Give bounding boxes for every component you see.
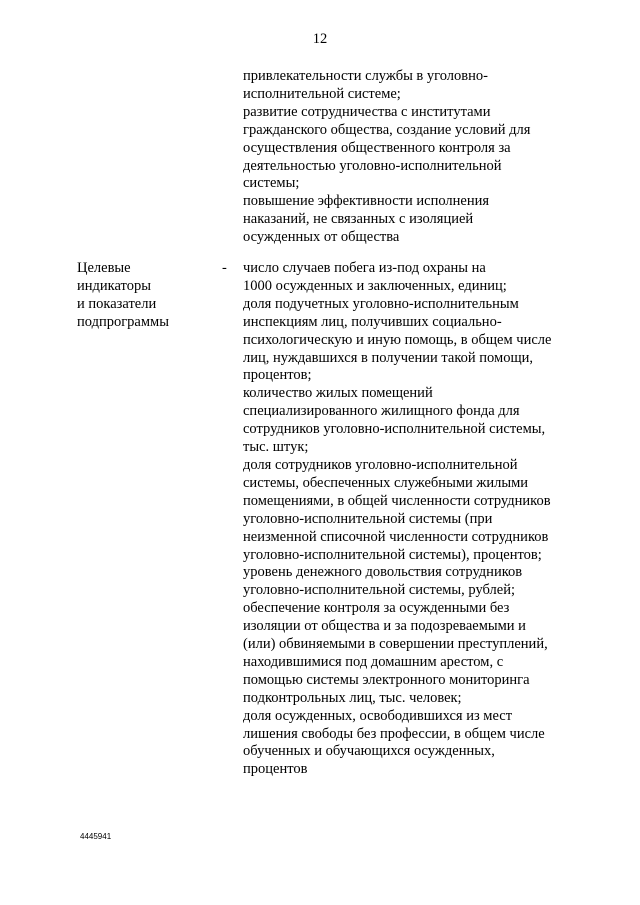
text-line: наказаний, не связанных с изоляцией (243, 211, 474, 228)
text-line: изоляции от общества и за подозреваемыми и (243, 618, 526, 635)
text-line: деятельностью уголовно-исполнительной (243, 157, 502, 174)
text-line: уровень денежного довольствия сотрудников (243, 564, 523, 581)
text-line: находившимися под домашним арестом, с (243, 653, 504, 670)
text-line: развитие сотрудничества с институтами (243, 103, 491, 120)
text-line: специализированного жилищного фонда для (243, 403, 520, 420)
text-line: лишения свободы без профессии, в общем числе (243, 725, 545, 742)
section-label-line: и показатели (77, 295, 157, 312)
text-line: количество жилых помещений (243, 385, 433, 402)
text-line: доля сотрудников уголовно-исполнительной (243, 456, 518, 473)
text-line: доля осужденных, освободившихся из мест (243, 707, 513, 724)
text-line: повышение эффективности исполнения (243, 193, 490, 210)
section-label-line: индикаторы (77, 277, 151, 294)
indicators-text-block (243, 260, 623, 779)
text-line: (или) обвиняемыми в совершении преступлений, (243, 636, 548, 653)
top-text-block (243, 68, 623, 247)
text-line: обученных и обучающихся осужденных, (243, 743, 495, 760)
text-line: психологическую и иную помощь, в общем числе (243, 331, 552, 348)
document-id: 4445941 (80, 832, 112, 841)
text-line: обеспечение контроля за осужденными без (243, 600, 510, 617)
section-label-line: Целевые (77, 260, 131, 276)
text-line: уголовно-исполнительной системы), процентов; (243, 546, 542, 563)
text-line: неизменной списочной численности сотрудников (243, 528, 549, 545)
text-line: процентов; (243, 367, 312, 384)
text-line: лиц, нуждавшихся в получении такой помощи, (243, 349, 533, 366)
page-number: 12 (312, 31, 328, 47)
text-line: 1000 осужденных и заключенных, единиц; (243, 277, 507, 294)
section-label (77, 260, 217, 332)
text-line: тыс. штук; (243, 439, 309, 456)
text-line: число случаев побега из-под охраны на (243, 260, 486, 276)
text-line: осуществления общественного контроля за (243, 139, 511, 156)
text-line: осужденных от общества (243, 229, 400, 246)
text-line: исполнительной системе; (243, 85, 401, 102)
text-line: уголовно-исполнительной системы, рублей; (243, 582, 516, 599)
text-line: системы, обеспеченных служебными жилыми (243, 474, 529, 491)
text-line: помещениями, в общей численности сотрудников (243, 492, 551, 509)
section-dash: - (222, 260, 227, 276)
text-line: доля подучетных уголовно-исполнительным (243, 295, 519, 312)
text-line: уголовно-исполнительной системы (при (243, 510, 493, 527)
text-line: сотрудников уголовно-исполнительной системы, (243, 421, 546, 438)
text-line: гражданского общества, создание условий для (243, 121, 531, 138)
text-line: системы; (243, 175, 300, 192)
text-line: привлекательности службы в уголовно- (243, 68, 488, 84)
text-line: подконтрольных лиц, тыс. человек; (243, 689, 462, 706)
text-line: процентов (243, 761, 308, 778)
text-line: инспекциям лиц, получивших социально- (243, 313, 502, 330)
text-line: помощью системы электронного мониторинга (243, 671, 530, 688)
section-label-line: подпрограммы (77, 313, 169, 330)
